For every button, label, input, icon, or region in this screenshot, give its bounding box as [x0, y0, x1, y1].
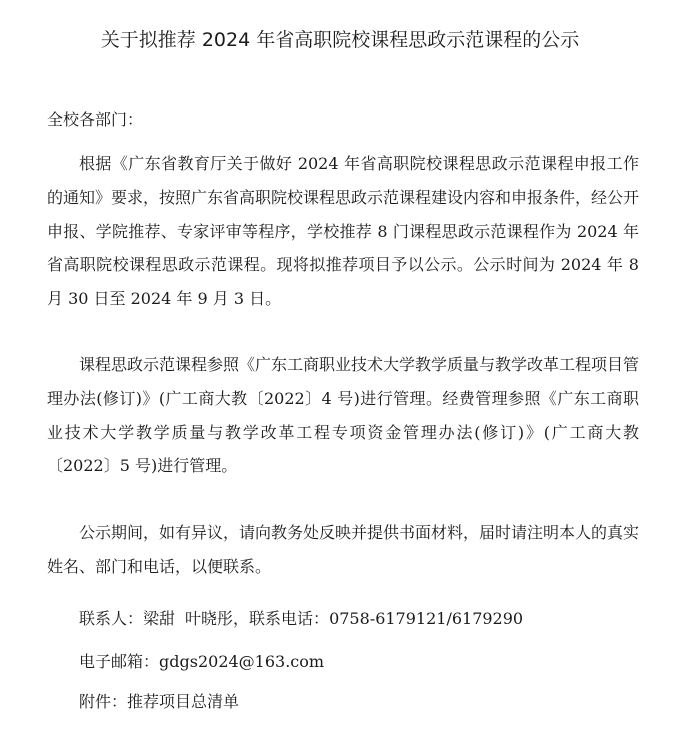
email-line: [79, 650, 324, 674]
attachment-line: [79, 690, 239, 714]
paragraph-objection: 公示期间，如有异议，请向教务处反映并提供书面材料，届时请注明本人的真实姓名、部门和电话，以便联系。: [47, 523, 640, 576]
email-address[interactable]: gdgs2024@163.com: [159, 652, 325, 671]
contact-line: [79, 607, 523, 631]
email-label: 电子邮箱：: [79, 652, 160, 671]
contact-label: 联系人：: [79, 609, 144, 628]
salutation: 全校各部门：: [47, 110, 144, 129]
contact-phone-label: ，联系电话：: [233, 609, 330, 628]
contact-phone: 0758-6179121/6179290: [329, 609, 524, 628]
attachment-link[interactable]: 推荐项目总清单: [127, 692, 240, 711]
document-title: 关于拟推荐 2024 年省高职院校课程思政示范课程的公示: [100, 29, 580, 51]
paragraph-recommendation: 根据《广东省教育厅关于做好 2024 年省高职院校课程思政示范课程申报工作的通知》要求，按照广东省高职院校课程思政示范课程建设内容和申报条件，经公开申报、学院推荐、专家评审等程序，学校推荐 8 门课程思政示范课程作为 2024 年省高职院校课程思政示范课程。现将拟推荐项目予以公示。公示时间为 2024 年 8 月 30 日至 2024 年 9 月 3 日。: [47, 154, 640, 308]
paragraph-management: 课程思政示范课程参照《广东工商职业技术大学教学质量与教学改革工程项目管理办法(修订)》(广工商大教〔2022〕4 号)进行管理。经费管理参照《广东工商职业技术大学教学质量与教学改革工程专项资金管理办法(修订)》(广工商大教〔2022〕5 号)进行管理。: [47, 355, 640, 476]
contact-name-2: 叶晓彤: [185, 609, 234, 628]
contact-name-1: 梁甜: [143, 609, 176, 628]
attachment-label: 附件：: [79, 692, 128, 711]
